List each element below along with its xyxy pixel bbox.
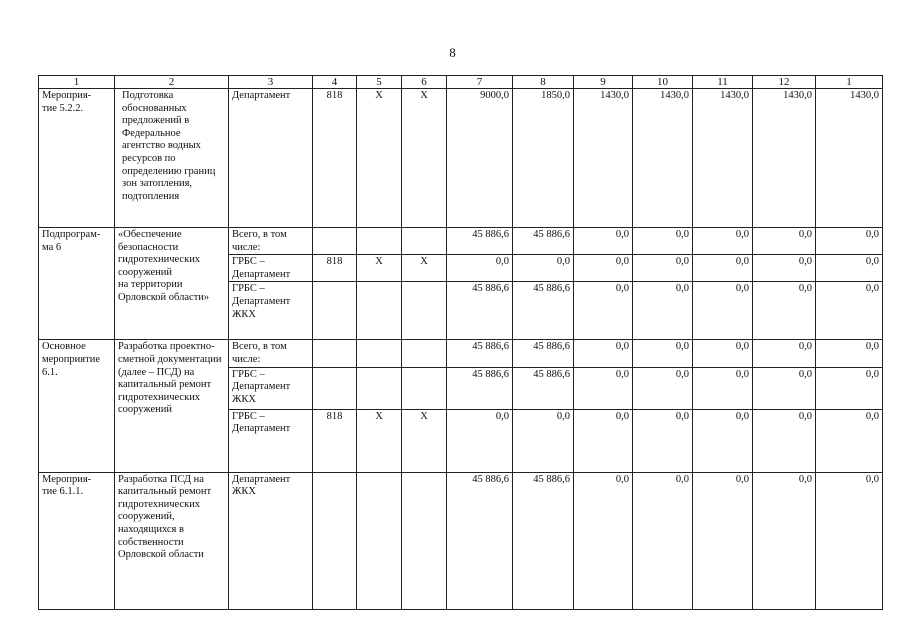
value-cell: 0,0 (816, 255, 883, 282)
value-cell: 0,0 (753, 340, 816, 367)
value-cell (313, 472, 357, 609)
value-cell: 1430,0 (574, 89, 633, 228)
table-row (39, 340, 883, 367)
value-cell: 0,0 (633, 472, 693, 609)
value-cell: 1850,0 (513, 89, 574, 228)
value-cell: 0,0 (816, 472, 883, 609)
executor-cell: Всего, в том числе: (229, 340, 313, 367)
value-cell: 1430,0 (816, 89, 883, 228)
value-cell: 818 (313, 409, 357, 472)
value-cell (402, 367, 447, 409)
value-cell: 0,0 (693, 282, 753, 340)
item-name-cell: Разработка проектно-сметной документации (далее – ПСД) на капитальный ремонт гидротехнических сооружений (115, 340, 229, 472)
value-cell: 0,0 (574, 340, 633, 367)
header-cell: 12 (753, 76, 816, 89)
value-cell: 0,0 (574, 409, 633, 472)
value-cell: 45 886,6 (447, 340, 513, 367)
budget-table (38, 75, 883, 610)
value-cell (357, 340, 402, 367)
executor-cell: ГРБС – Департамент (229, 255, 313, 282)
value-cell: 0,0 (753, 472, 816, 609)
value-cell: X (357, 255, 402, 282)
value-cell: 45 886,6 (447, 367, 513, 409)
executor-cell: ГРБС – Департамент (229, 409, 313, 472)
header-cell: 2 (115, 76, 229, 89)
value-cell: 1430,0 (753, 89, 816, 228)
value-cell (402, 340, 447, 367)
item-id-cell: Основное мероприятие 6.1. (39, 340, 115, 472)
value-cell: 1430,0 (633, 89, 693, 228)
value-cell: 0,0 (633, 282, 693, 340)
value-cell: X (402, 409, 447, 472)
value-cell: 0,0 (633, 409, 693, 472)
value-cell: 45 886,6 (447, 282, 513, 340)
value-cell: 45 886,6 (513, 472, 574, 609)
value-cell: 0,0 (574, 282, 633, 340)
value-cell: 45 886,6 (513, 367, 574, 409)
value-cell: 0,0 (753, 282, 816, 340)
header-cell: 10 (633, 76, 693, 89)
value-cell: 818 (313, 255, 357, 282)
value-cell: 0,0 (693, 409, 753, 472)
value-cell: 0,0 (574, 228, 633, 255)
executor-cell: ГРБС – Департамент ЖКХ (229, 282, 313, 340)
value-cell (313, 367, 357, 409)
value-cell: 0,0 (753, 409, 816, 472)
value-cell: 0,0 (693, 340, 753, 367)
header-cell: 8 (513, 76, 574, 89)
value-cell (357, 472, 402, 609)
header-cell: 5 (357, 76, 402, 89)
header-row (39, 76, 883, 89)
value-cell: 45 886,6 (513, 282, 574, 340)
value-cell: 0,0 (693, 367, 753, 409)
value-cell: 0,0 (693, 255, 753, 282)
table-row (39, 228, 883, 255)
table-row (39, 89, 883, 228)
value-cell: 0,0 (816, 409, 883, 472)
executor-cell: Департамент ЖКХ (229, 472, 313, 609)
value-cell (357, 282, 402, 340)
value-cell: 0,0 (633, 340, 693, 367)
value-cell (313, 228, 357, 255)
value-cell: 0,0 (574, 367, 633, 409)
header-cell: 1 (39, 76, 115, 89)
value-cell (402, 228, 447, 255)
header-cell: 4 (313, 76, 357, 89)
value-cell: 45 886,6 (513, 228, 574, 255)
value-cell (357, 228, 402, 255)
value-cell: 818 (313, 89, 357, 228)
header-cell: 11 (693, 76, 753, 89)
value-cell: 9000,0 (447, 89, 513, 228)
value-cell: 0,0 (447, 409, 513, 472)
value-cell: 0,0 (693, 472, 753, 609)
value-cell: 0,0 (574, 472, 633, 609)
item-id-cell: Мероприя- тие 6.1.1. (39, 472, 115, 609)
header-cell: 6 (402, 76, 447, 89)
item-id-cell: Подпрограм- ма 6 (39, 228, 115, 340)
header-cell: 1 (816, 76, 883, 89)
value-cell: X (357, 89, 402, 228)
value-cell: 0,0 (753, 367, 816, 409)
value-cell: 1430,0 (693, 89, 753, 228)
value-cell: 0,0 (633, 367, 693, 409)
executor-cell: ГРБС – Департамент ЖКХ (229, 367, 313, 409)
value-cell: 0,0 (574, 255, 633, 282)
value-cell: 0,0 (513, 409, 574, 472)
executor-cell: Всего, в том числе: (229, 228, 313, 255)
value-cell: 0,0 (816, 282, 883, 340)
table-row (39, 472, 883, 609)
executor-cell: Департамент (229, 89, 313, 228)
item-name-cell: Разработка ПСД на капитальный ремонт гидротехнических сооружений, находящихся в собственности Орловской области (115, 472, 229, 609)
value-cell: 0,0 (633, 228, 693, 255)
value-cell: 45 886,6 (513, 340, 574, 367)
value-cell: 0,0 (753, 228, 816, 255)
header-cell: 3 (229, 76, 313, 89)
header-cell: 7 (447, 76, 513, 89)
value-cell: 0,0 (447, 255, 513, 282)
value-cell (357, 367, 402, 409)
value-cell: 0,0 (753, 255, 816, 282)
item-name-cell: «Обеспечение безопасности гидротехнических сооружений на территории Орловской области» (115, 228, 229, 340)
value-cell: 0,0 (513, 255, 574, 282)
value-cell (402, 472, 447, 609)
value-cell: X (402, 255, 447, 282)
value-cell (402, 282, 447, 340)
value-cell: 0,0 (816, 228, 883, 255)
value-cell (313, 282, 357, 340)
page-number: 8 (449, 45, 456, 60)
value-cell: 0,0 (816, 340, 883, 367)
value-cell: 45 886,6 (447, 472, 513, 609)
item-name-cell: Подготовка обоснованных предложений в Федеральное агентство водных ресурсов по определению границ зон затопления, подтопления (115, 89, 229, 228)
value-cell: 0,0 (693, 228, 753, 255)
value-cell: X (402, 89, 447, 228)
header-cell: 9 (574, 76, 633, 89)
value-cell: 0,0 (816, 367, 883, 409)
value-cell: 45 886,6 (447, 228, 513, 255)
value-cell: 0,0 (633, 255, 693, 282)
value-cell: X (357, 409, 402, 472)
value-cell (313, 340, 357, 367)
item-id-cell: Мероприя- тие 5.2.2. (39, 89, 115, 228)
